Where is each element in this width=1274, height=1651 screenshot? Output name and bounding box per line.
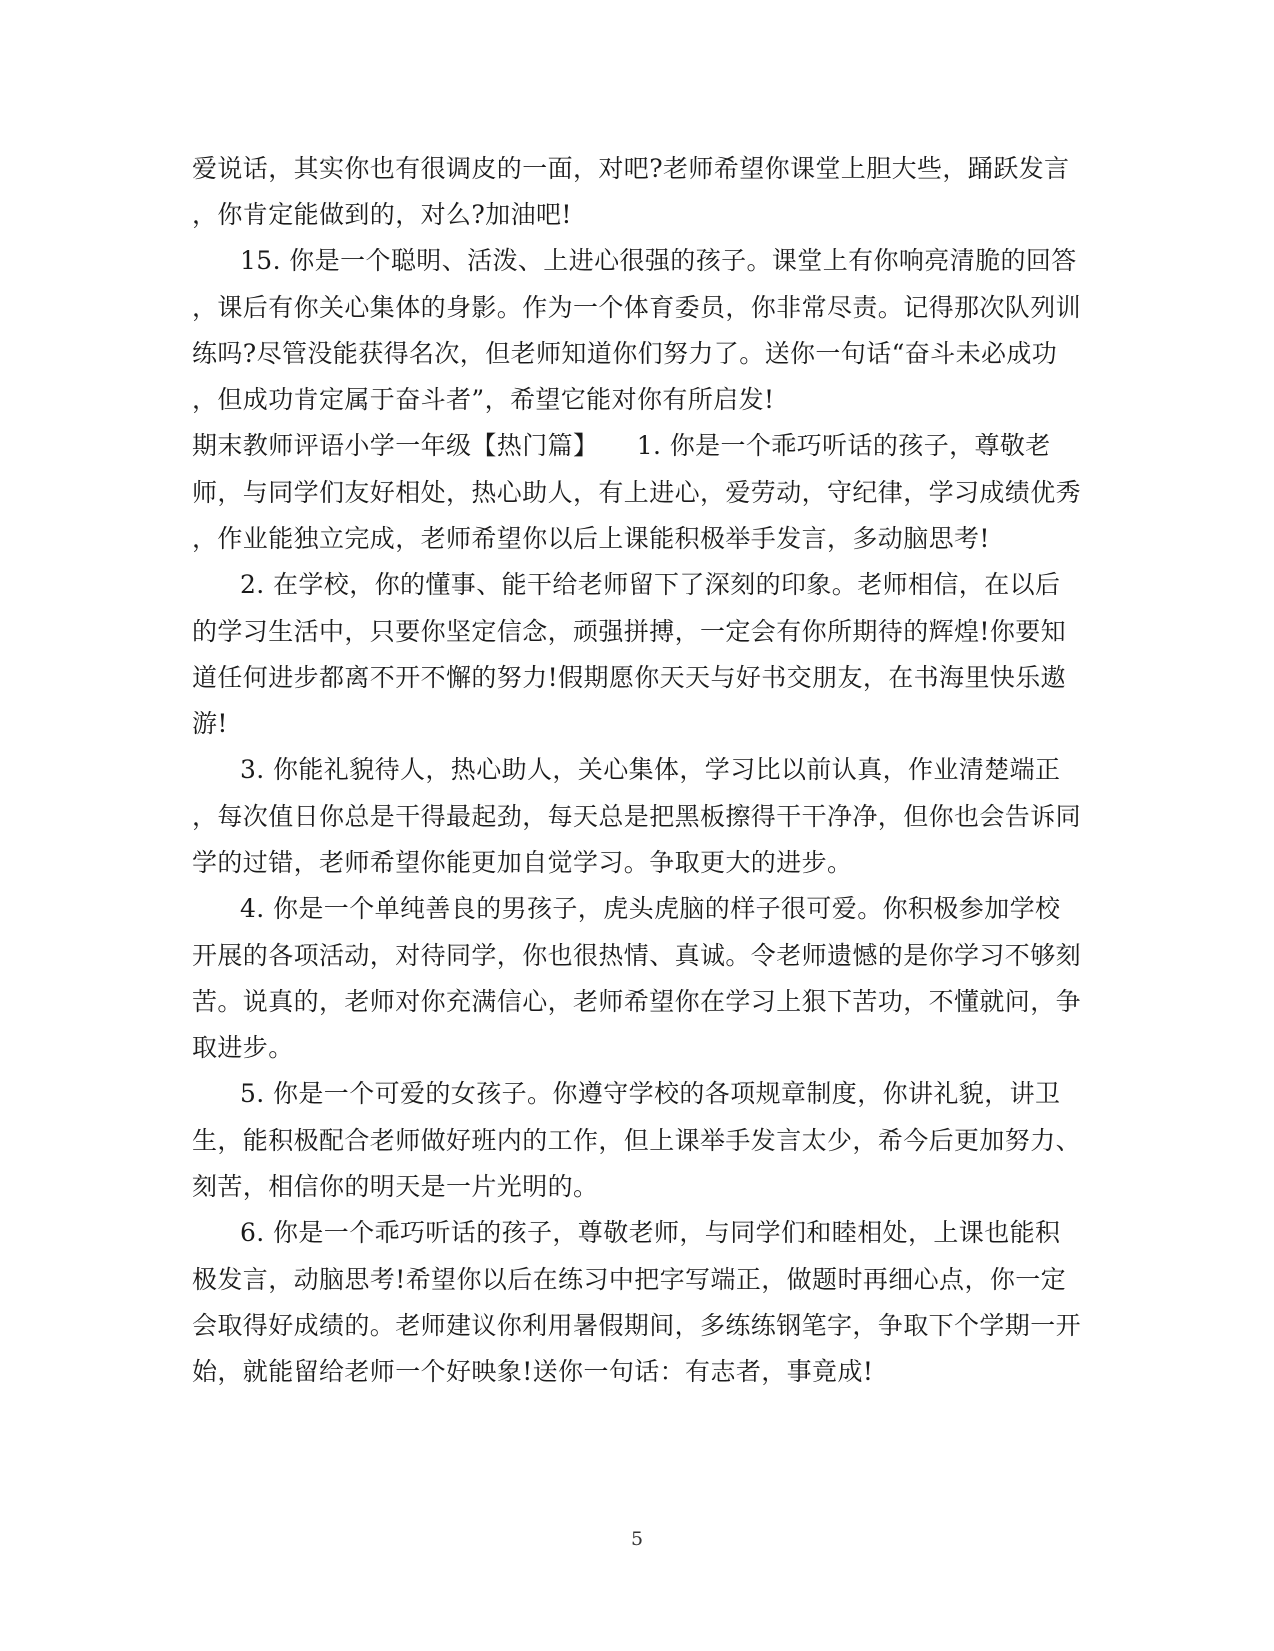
- text-line: 始，就能留给老师一个好映象!送你一句话：有志者，事竟成!: [192, 1357, 874, 1386]
- text-line: 的学习生活中，只要你坚定信念，顽强拼搏，一定会有你所期待的辉煌!你要知: [192, 617, 1067, 646]
- section-heading-line: 期末教师评语小学一年级【热门篇】 1. 你是一个乖巧听话的孩子，尊敬老: [192, 431, 1051, 460]
- text-line: 2. 在学校，你的懂事、能干给老师留下了深刻的印象。老师相信，在以后: [240, 570, 1061, 599]
- text-line: 爱说话，其实你也有很调皮的一面，对吧?老师希望你课堂上胆大些，踊跃发言: [192, 154, 1070, 183]
- text-line: 15. 你是一个聪明、活泼、上进心很强的孩子。课堂上有你响亮清脆的回答: [240, 246, 1077, 275]
- text-line: 5. 你是一个可爱的女孩子。你遵守学校的各项规章制度，你讲礼貌，讲卫: [240, 1079, 1061, 1108]
- text-line: 6. 你是一个乖巧听话的孩子，尊敬老师，与同学们和睦相处，上课也能积: [240, 1218, 1061, 1247]
- text-line: ，你肯定能做到的，对么?加油吧!: [192, 200, 572, 229]
- text-line: 开展的各项活动，对待同学，你也很热情、真诚。令老师遗憾的是你学习不够刻: [192, 941, 1082, 970]
- text-line: 4. 你是一个单纯善良的男孩子，虎头虎脑的样子很可爱。你积极参加学校: [240, 894, 1061, 923]
- text-line: ，但成功肯定属于奋斗者”，希望它能对你有所启发!: [192, 385, 775, 414]
- text-line: 师，与同学们友好相处，热心助人，有上进心，爱劳动，守纪律，学习成绩优秀: [192, 478, 1082, 507]
- page-number: 5: [630, 1528, 644, 1550]
- text-line: 道任何进步都离不开不懈的努力!假期愿你天天与好书交朋友，在书海里快乐遨: [192, 663, 1067, 692]
- text-line: 刻苦，相信你的明天是一片光明的。: [192, 1172, 599, 1201]
- text-line: ，每次值日你总是干得最起劲，每天总是把黑板擦得干干净净，但你也会告诉同: [192, 802, 1082, 831]
- text-line: 取进步。: [192, 1033, 294, 1062]
- text-line: 学的过错，老师希望你能更加自觉学习。争取更大的进步。: [192, 848, 853, 877]
- text-line: 游!: [192, 709, 228, 738]
- text-line: 苦。说真的，老师对你充满信心，老师希望你在学习上狠下苦功，不懂就问，争: [192, 987, 1082, 1016]
- text-line: 练吗?尽管没能获得名次，但老师知道你们努力了。送你一句话“奋斗未必成功: [192, 339, 1058, 368]
- text-line: 会取得好成绩的。老师建议你利用暑假期间，多练练钢笔字，争取下个学期一开: [192, 1311, 1082, 1340]
- text-line: 生，能积极配合老师做好班内的工作，但上课举手发言太少，希今后更加努力、: [192, 1126, 1082, 1155]
- text-line: 极发言，动脑思考!希望你以后在练习中把字写端正，做题时再细心点，你一定: [192, 1265, 1067, 1294]
- text-line: ，课后有你关心集体的身影。作为一个体育委员，你非常尽责。记得那次队列训: [192, 293, 1082, 322]
- text-line: ，作业能独立完成，老师希望你以后上课能积极举手发言，多动脑思考!: [192, 524, 990, 553]
- text-line: 3. 你能礼貌待人，热心助人，关心集体，学习比以前认真，作业清楚端正: [240, 755, 1061, 784]
